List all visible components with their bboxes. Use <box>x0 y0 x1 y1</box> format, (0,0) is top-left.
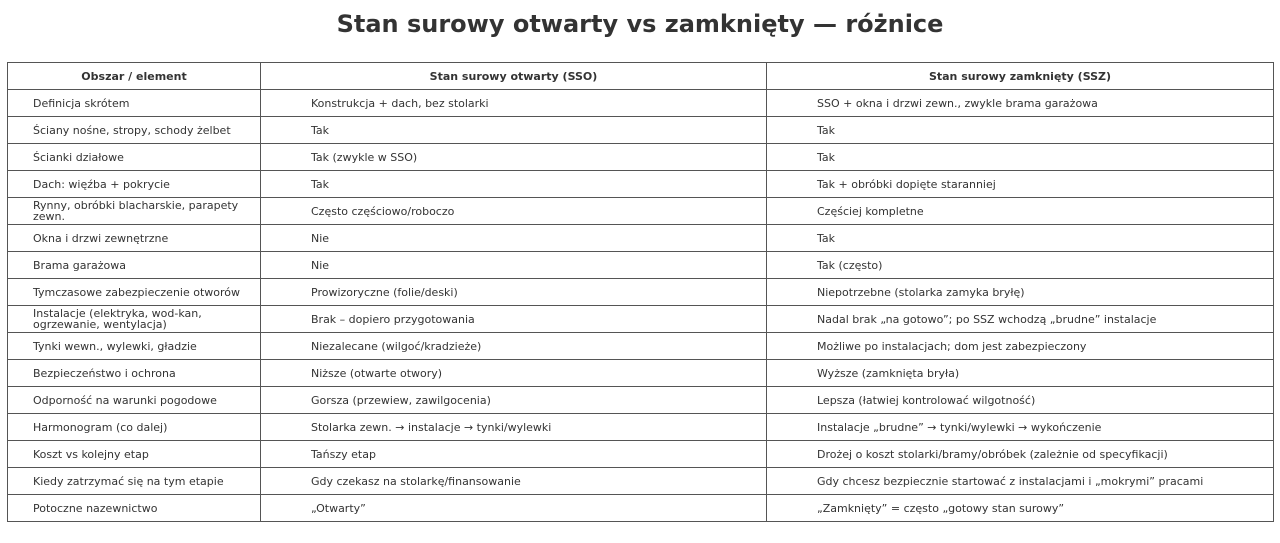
row-area: Dach: więźba + pokrycie <box>8 171 261 198</box>
row-area: Ściany nośne, stropy, schody żelbet <box>8 117 261 144</box>
row-sso: Gorsza (przewiew, zawilgocenia) <box>261 387 767 414</box>
row-area: Tynki wewn., wylewki, gładzie <box>8 333 261 360</box>
row-sso: Nie <box>261 225 767 252</box>
row-ssz: „Zamknięty” = często „gotowy stan surowy” <box>767 495 1274 522</box>
row-sso: „Otwarty” <box>261 495 767 522</box>
table-row <box>8 90 1274 117</box>
table-row <box>8 198 1274 225</box>
row-area: Okna i drzwi zewnętrzne <box>8 225 261 252</box>
row-area: Brama garażowa <box>8 252 261 279</box>
row-ssz: Tak + obróbki dopięte staranniej <box>767 171 1274 198</box>
row-area: Potoczne nazewnictwo <box>8 495 261 522</box>
row-sso: Nie <box>261 252 767 279</box>
row-sso: Tak <box>261 117 767 144</box>
table-row <box>8 144 1274 171</box>
table-row <box>8 252 1274 279</box>
table-row <box>8 117 1274 144</box>
row-area: Kiedy zatrzymać się na tym etapie <box>8 468 261 495</box>
row-area: Ścianki działowe <box>8 144 261 171</box>
table-row <box>8 225 1274 252</box>
header-row <box>8 63 1274 90</box>
row-sso: Stolarka zewn. → instalacje → tynki/wylewki <box>261 414 767 441</box>
row-ssz: Gdy chcesz bezpiecznie startować z instalacjami i „mokrymi” pracami <box>767 468 1274 495</box>
row-ssz: Nadal brak „na gotowo”; po SSZ wchodzą „brudne” instalacje <box>767 306 1274 333</box>
row-ssz: SSO + okna i drzwi zewn., zwykle brama garażowa <box>767 90 1274 117</box>
table-row <box>8 171 1274 198</box>
comparison-table <box>7 62 1274 522</box>
row-area: Instalacje (elektryka, wod-kan, ogrzewanie, wentylacja) <box>8 306 261 333</box>
row-sso: Tak <box>261 171 767 198</box>
row-ssz: Tak (często) <box>767 252 1274 279</box>
row-sso: Często częściowo/roboczo <box>261 198 767 225</box>
table-title: Stan surowy otwarty vs zamknięty — różnice <box>336 10 944 38</box>
table-row <box>8 468 1274 495</box>
row-area: Odporność na warunki pogodowe <box>8 387 261 414</box>
row-sso: Tańszy etap <box>261 441 767 468</box>
table-row <box>8 360 1274 387</box>
row-sso: Gdy czekasz na stolarkę/finansowanie <box>261 468 767 495</box>
table-row <box>8 441 1274 468</box>
row-ssz: Lepsza (łatwiej kontrolować wilgotność) <box>767 387 1274 414</box>
table-row <box>8 495 1274 522</box>
row-area: Koszt vs kolejny etap <box>8 441 261 468</box>
row-ssz: Tak <box>767 144 1274 171</box>
row-ssz: Możliwe po instalacjach; dom jest zabezpieczony <box>767 333 1274 360</box>
row-sso: Brak – dopiero przygotowania <box>261 306 767 333</box>
table-row <box>8 333 1274 360</box>
row-area: Definicja skrótem <box>8 90 261 117</box>
row-ssz: Częściej kompletne <box>767 198 1274 225</box>
row-sso: Tak (zwykle w SSO) <box>261 144 767 171</box>
row-sso: Konstrukcja + dach, bez stolarki <box>261 90 767 117</box>
row-ssz: Niepotrzebne (stolarka zamyka bryłę) <box>767 279 1274 306</box>
table-row <box>8 306 1274 333</box>
row-ssz: Tak <box>767 225 1274 252</box>
row-area: Bezpieczeństwo i ochrona <box>8 360 261 387</box>
table-row <box>8 387 1274 414</box>
header-sso: Stan surowy otwarty (SSO) <box>261 63 767 90</box>
header-ssz: Stan surowy zamknięty (SSZ) <box>767 63 1274 90</box>
row-sso: Prowizoryczne (folie/deski) <box>261 279 767 306</box>
header-area: Obszar / element <box>8 63 261 90</box>
row-ssz: Drożej o koszt stolarki/bramy/obróbek (zależnie od specyfikacji) <box>767 441 1274 468</box>
table-row <box>8 414 1274 441</box>
row-area: Rynny, obróbki blacharskie, parapety zewn. <box>8 198 261 225</box>
row-ssz: Tak <box>767 117 1274 144</box>
row-sso: Niezalecane (wilgoć/kradzieże) <box>261 333 767 360</box>
row-ssz: Instalacje „brudne” → tynki/wylewki → wykończenie <box>767 414 1274 441</box>
table-row <box>8 279 1274 306</box>
row-ssz: Wyższe (zamknięta bryła) <box>767 360 1274 387</box>
row-area: Tymczasowe zabezpieczenie otworów <box>8 279 261 306</box>
row-area: Harmonogram (co dalej) <box>8 414 261 441</box>
row-sso: Niższe (otwarte otwory) <box>261 360 767 387</box>
